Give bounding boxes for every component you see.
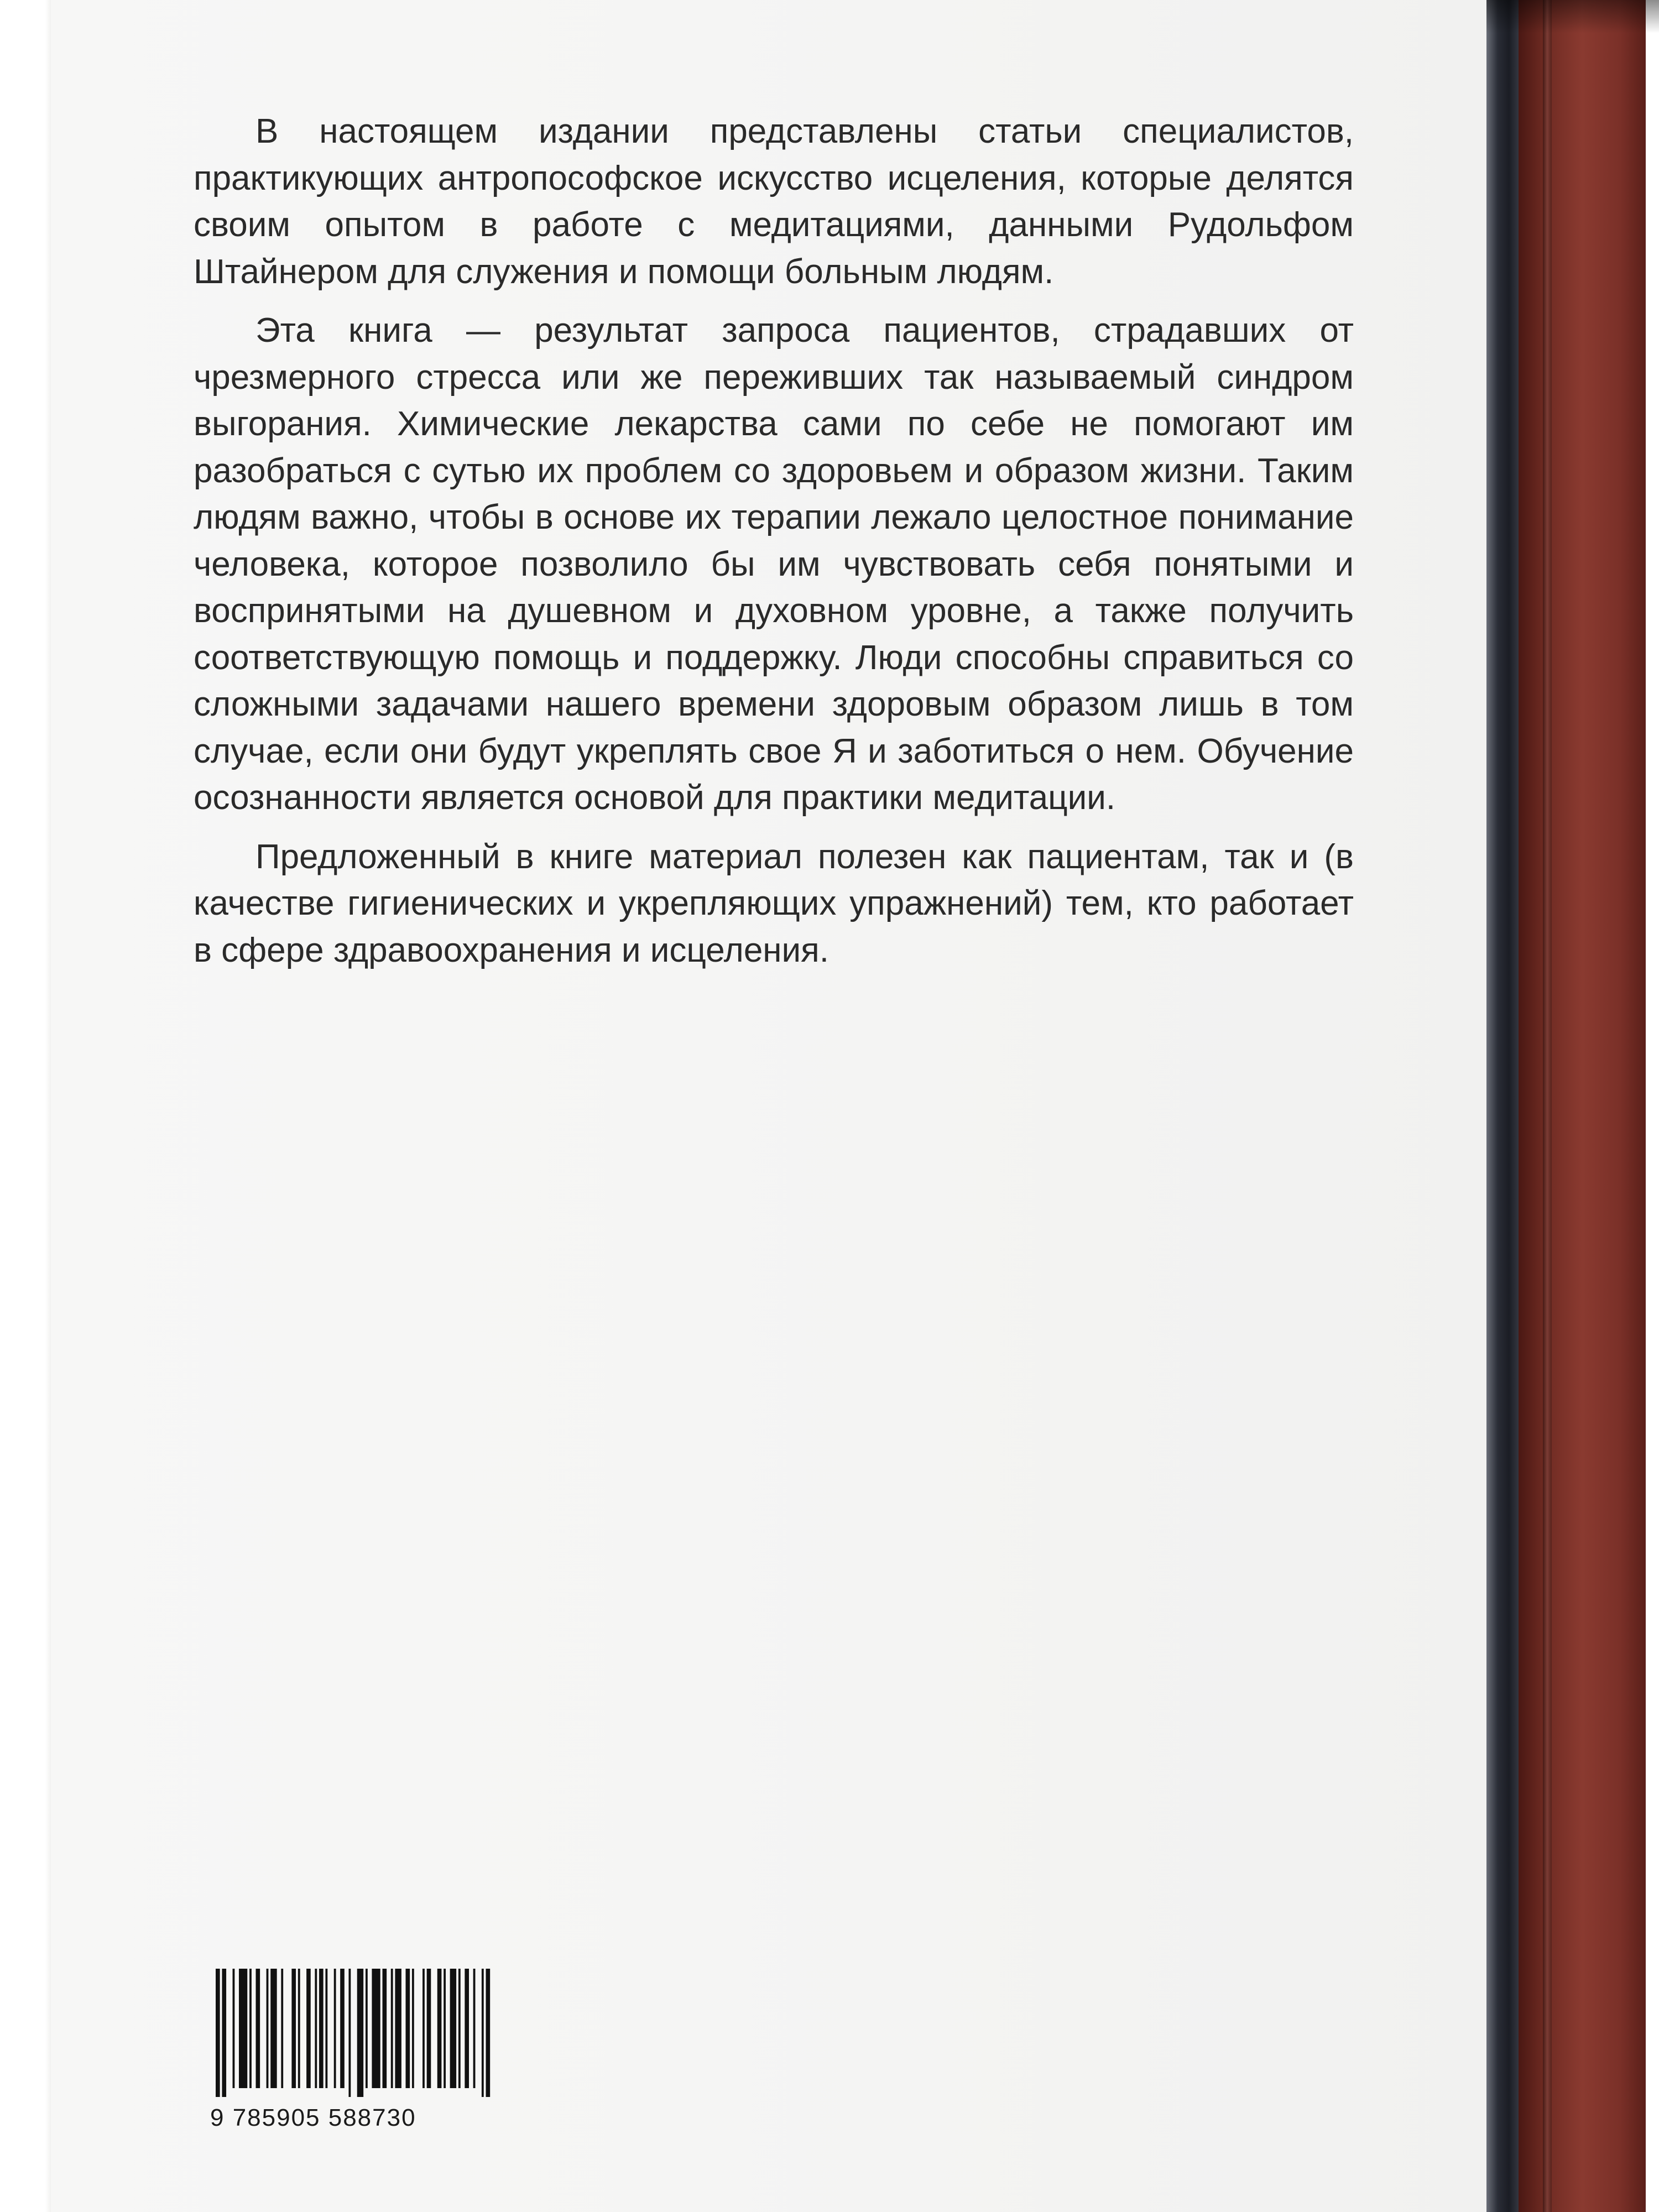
- barcode-bar: [444, 1969, 446, 2088]
- barcode-bar: [422, 1969, 425, 2088]
- barcode-bar: [233, 1969, 235, 2088]
- barcode-bar: [450, 1969, 456, 2088]
- barcode-bar: [482, 1969, 484, 2097]
- barcode-bar: [270, 1969, 276, 2088]
- spine-hinge: [1543, 0, 1552, 2212]
- book-spine: [1519, 0, 1646, 2212]
- barcode-bars: [210, 1969, 498, 2097]
- barcode-bar: [465, 1969, 469, 2088]
- barcode-bar: [473, 1969, 476, 2088]
- barcode-bar: [427, 1969, 431, 2088]
- barcode-bar: [298, 1969, 300, 2088]
- barcode-bar: [291, 1969, 296, 2088]
- barcode-bar: [281, 1969, 283, 2088]
- description-paragraph-2: Эта книга — результат запроса пациентов, страдавших от чрезмерного стресса или же переживших так называемый синдром выгорания. Химические лекарства сами по себе не помогают им разобраться с сутью их проблем со здоровьем и образом жизни. Таким людям важно, чтобы в основе их терапии лежало целостное понимание человека, которое позволило бы им чувствовать себя понятыми и воспринятыми на душевном и духовном уровне, а также получить соответствующую помощь и поддержку. Люди способны справиться со сложными задачами нашего времени здоровым образом лишь в том случае, если они будут укреплять свое Я и заботиться о нем. Обучение осознанности является основой для практики медитации.: [194, 311, 1354, 817]
- description-paragraph-3: Предложенный в книге материал полезен как пациентам, так и (в качестве гигиенических и укрепляющих упражнений) тем, кто работает в сфере здравоохранения и исцеления.: [194, 837, 1354, 969]
- barcode-bar: [366, 1969, 368, 2088]
- cover-dark-edge: [1486, 0, 1519, 2212]
- spine-shadow: [1486, 0, 1659, 33]
- barcode-bar: [340, 1969, 345, 2088]
- barcode-bar: [348, 1969, 351, 2097]
- barcode-bar: [239, 1969, 247, 2088]
- barcode-bar: [372, 1969, 380, 2088]
- barcode-bar: [412, 1969, 414, 2088]
- barcode-bar: [306, 1969, 311, 2088]
- barcode-bar: [319, 1969, 324, 2088]
- barcode-bar: [249, 1969, 252, 2088]
- barcode-bar: [437, 1969, 442, 2088]
- barcode-bar: [395, 1969, 401, 2088]
- barcode-bar: [256, 1969, 260, 2088]
- barcode-bar: [383, 1969, 387, 2088]
- barcode-number: 9 785905 588730: [210, 2104, 416, 2131]
- barcode-bar: [458, 1969, 461, 2088]
- barcode-bar: [486, 1969, 491, 2097]
- barcode-bar: [357, 1969, 363, 2097]
- barcode-bar: [216, 1969, 220, 2097]
- barcode-bar: [222, 1969, 226, 2097]
- barcode-bar: [334, 1969, 336, 2088]
- description-paragraph-1: В настоящем издании представлены статьи специалистов, практикующих антропософское искусство исцеления, которые делятся своим опытом в работе с медитациями, данными Рудольфом Штайнером для служения и помощи больным людям.: [194, 112, 1354, 291]
- cover-description: [194, 108, 1354, 986]
- barcode-bar: [406, 1969, 410, 2088]
- barcode-bar: [325, 1969, 327, 2088]
- barcode-bar: [315, 1969, 317, 2088]
- barcode-bar: [391, 1969, 393, 2088]
- barcode-bar: [267, 1969, 269, 2088]
